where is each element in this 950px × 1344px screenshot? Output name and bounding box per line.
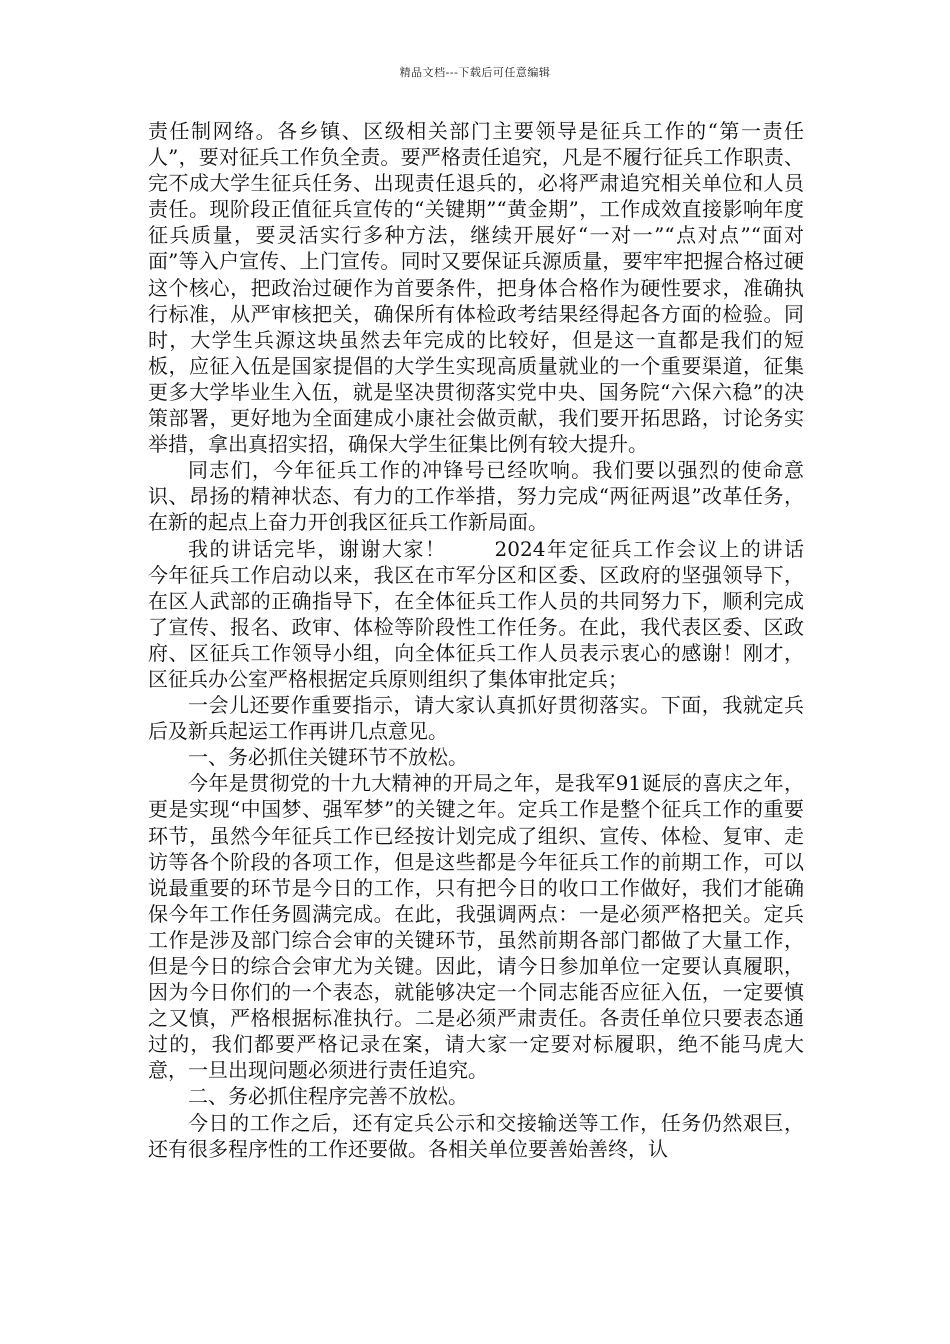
paragraph-2: 同志们，今年征兵工作的冲锋号已经吹响。我们要以强烈的使命意识、昂扬的精神状态、有力的工作举措，努力完成“两征两退”改革任务，在新的起点上奋力开创我区征兵工作新局面。 (148, 458, 804, 535)
speech-opening: 今年征兵工作启动以来，我区在市军分区和区委、区政府的坚强领导下，在区人武部的正确指导下，在全体征兵工作人员的共同努力下，顺利完成了宣传、报名、政审、体检等阶段性工作任务。在此，我代表区委、区政府、区征兵工作领导小组，向全体征兵工作人员表示衷心的感谢！刚才，区征兵办公室严格根据定兵原则组织了集体审批定兵； (148, 562, 804, 691)
page-header: 精品文档---下载后可任意编辑 (399, 66, 551, 79)
speech-title: 2024年定征兵工作会议上的讲话 (494, 536, 804, 561)
closing-remark: 我的讲话完毕，谢谢大家！ (188, 536, 447, 561)
section-heading-1: 一、务必抓住关键环节不放松。 (188, 745, 468, 770)
paragraph-4: 一会儿还要作重要指示，请大家认真抓好贯彻落实。下面，我就定兵后及新兵起运工作再讲几点意见。 (148, 693, 804, 744)
paragraph-3 (148, 536, 804, 693)
paragraph-1: 责任制网络。各乡镇、区级相关部门主要领导是征兵工作的“第一责任人”，要对征兵工作负全责。要严格责任追究，凡是不履行征兵工作职责、完不成大学生征兵任务、出现责任退兵的，必将严肃追究相关单位和人员责任。现阶段正值征兵宣传的“关键期”“黄金期”，工作成效直接影响年度征兵质量，要灵活实行多种方法，继续开展好“一对一”“点对点”“面对面”等入户宣传、上门宣传。同时又要保证兵源质量，要牢牢把握合格过硬这个核心，把政治过硬作为首要条件，把身体合格作为硬性要求，准确执行标准，从严审核把关，确保所有体检政考结果经得起各方面的检验。同时，大学生兵源这块虽然去年完成的比较好，但是这一直都是我们的短板，应征入伍是国家提倡的大学生实现高质量就业的一个重要渠道，征集更多大学毕业生入伍，就是坚决贯彻落实党中央、国务院“六保六稳”的决策部署，更好地为全面建成小康社会做贡献，我们要开拓思路，讨论务实举措，拿出真招实招，确保大学生征集比例有较大提升。 (148, 119, 804, 457)
document-body (148, 118, 804, 1162)
paragraph-6: 今日的工作之后，还有定兵公示和交接输送等工作，任务仍然艰巨，还有很多程序性的工作还要做。各相关单位要善始善终，认 (148, 1110, 804, 1161)
paragraph-5: 今年是贯彻党的十九大精神的开局之年，是我军91诞辰的喜庆之年，更是实现“中国梦、强军梦”的关键之年。定兵工作是整个征兵工作的重要环节，虽然今年征兵工作已经按计划完成了组织、宣传、体检、复审、走访等各个阶段的各项工作，但是这些都是今年征兵工作的前期工作，可以说最重要的环节是今日的工作，只有把今日的收口工作做好，我们才能确保今年工作任务圆满完成。在此，我强调两点：一是必须严格把关。定兵工作是涉及部门综合会审的关键环节，虽然前期各部门都做了大量工作，但是今日的综合会审尤为关键。因此，请今日参加单位一定要认真履职，因为今日你们的一个表态，就能够决定一个同志能否应征入伍，一定要慎之又慎，严格根据标准执行。二是必须严肃责任。各责任单位只要表态通过的，我们都要严格记录在案，请大家一定要对标履职，绝不能马虎大意，一旦出现问题必须进行责任追究。 (148, 771, 804, 1083)
section-heading-2: 二、务必抓住程序完善不放松。 (188, 1084, 468, 1109)
